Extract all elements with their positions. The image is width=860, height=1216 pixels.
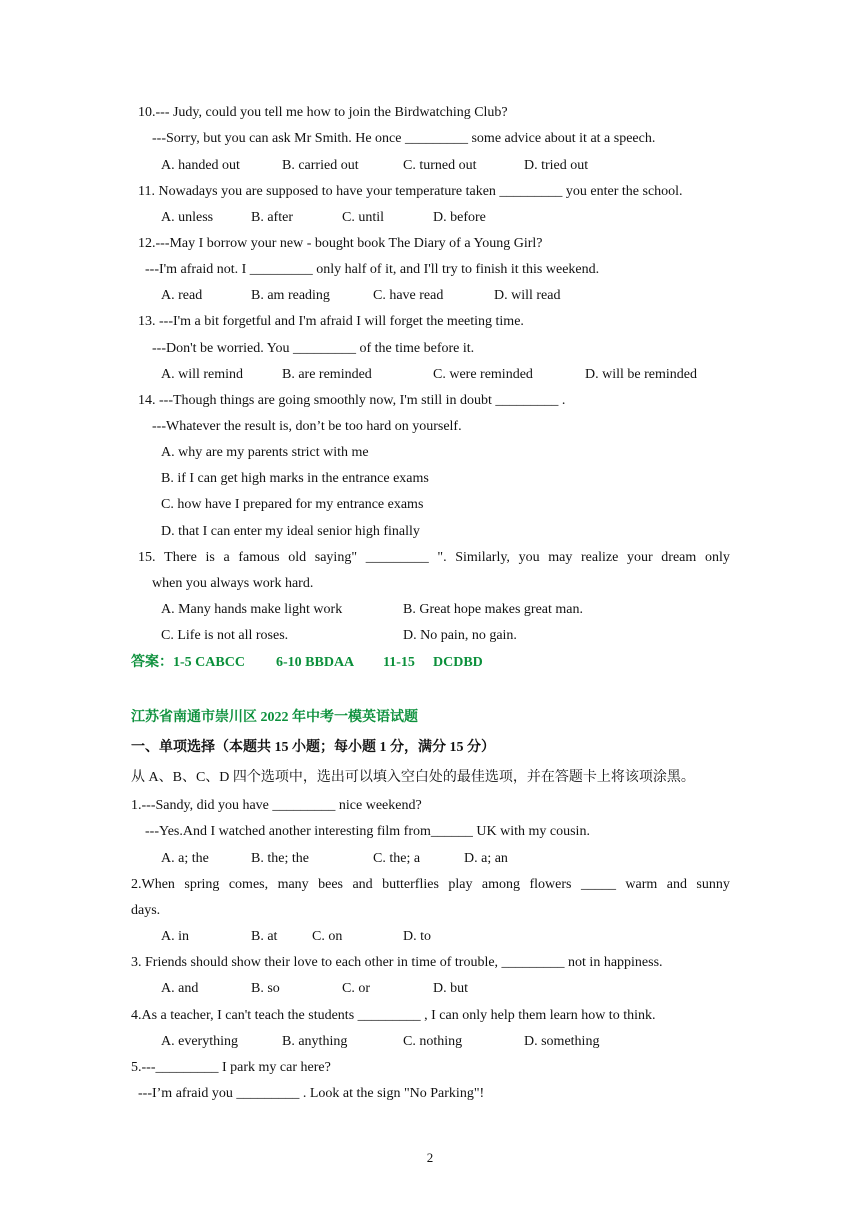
answer-group-3-label: 11-15 [383,655,415,670]
q10-option-d: D. tried out [524,158,589,173]
p3-option-a: A. and [161,981,199,996]
q15-word: is [205,550,215,565]
q15-word: may [548,550,573,565]
q15-word: your [626,550,653,565]
p1-stem: 1.---Sandy, did you have _________ nice weekend? [131,798,422,813]
q15-stem [138,549,730,567]
p4-option-b: B. anything [282,1034,348,1049]
q15-word: There [164,550,197,565]
q10-option-b: B. carried out [282,158,359,173]
q10-option-a: A. handed out [161,158,240,173]
p1-option-c: C. the; a [373,851,421,866]
p3-option-c: C. or [342,981,370,996]
p2-word: flowers [529,877,572,892]
q11-option-a: A. unless [161,210,214,225]
q15-word: Similarly, [455,550,510,565]
p2-word: many [277,877,309,892]
q10-stem: 10.--- Judy, could you tell me how to join the Birdwatching Club? [138,105,508,120]
q11-option-b: B. after [251,210,293,225]
p4-stem: 4.As a teacher, I can't teach the students _________ , I can only help them learn how to think. [131,1008,656,1023]
q13-option-a: A. will remind [161,367,244,382]
p3-stem: 3. Friends should show their love to each other in time of trouble, _________ not in happiness. [131,955,663,970]
q11-option-d: D. before [433,210,486,225]
q15-option-d: D. No pain, no gain. [403,628,517,643]
q15-stem-continued: when you always work hard. [152,576,314,591]
p2-word: among [481,877,521,892]
q10-option-c: C. turned out [403,158,477,173]
p5-reply: ---I’m afraid you _________ . Look at the sign "No Parking"! [138,1086,485,1101]
section-title: 江苏省南通市崇川区 2022 年中考一模英语试题 [131,710,418,725]
p2-word: and [352,877,373,892]
p1-reply: ---Yes.And I watched another interesting film from______ UK with my cousin. [145,824,590,839]
q15-word: dream [661,550,697,565]
q14-reply: ---Whatever the result is, don’t be too hard on yourself. [152,419,462,434]
q12-reply: ---I'm afraid not. I _________ only half of it, and I'll try to finish it this weekend. [145,262,600,277]
q15-option-a: A. Many hands make light work [161,602,343,617]
answer-group-3: DCDBD [433,655,483,670]
q13-option-d: D. will be reminded [585,367,697,382]
p2-word: butterflies [382,877,439,892]
p5-stem: 5.---_________ I park my car here? [131,1060,331,1075]
answer-label: 答案：1-5 CABCC [131,655,245,670]
q11-option-c: C. until [342,210,385,225]
q13-option-b: B. are reminded [282,367,372,382]
q15-word: 15. [138,550,156,565]
p2-word: 2.When [131,877,175,892]
p2-stem [131,876,730,894]
q15-word: old [288,550,307,565]
q14-stem: 14. ---Though things are going smoothly now, I'm still in doubt _________ . [138,393,566,408]
q15-word: you [518,550,540,565]
q15-word: a [223,550,230,565]
q14-option-d: D. that I can enter my ideal senior high finally [161,524,420,539]
q15-word: famous [238,550,280,565]
q14-option-c: C. how have I prepared for my entrance exams [161,497,424,512]
q12-option-c: C. have read [373,288,444,303]
q12-stem: 12.---May I borrow your new - bought book The Diary of a Young Girl? [138,236,543,251]
q13-reply: ---Don't be worried. You _________ of the time before it. [152,341,475,356]
p2-stem-continued: days. [131,903,161,918]
q15-option-c: C. Life is not all roses. [161,628,289,643]
p2-word: sunny [696,877,730,892]
p2-option-b: B. at [251,929,278,944]
q13-option-c: C. were reminded [433,367,533,382]
p4-option-a: A. everything [161,1034,238,1049]
p2-word: play [448,877,473,892]
p2-word: and [666,877,687,892]
q15-word: realize [581,550,619,565]
p1-option-b: B. the; the [251,851,309,866]
p1-option-a: A. a; the [161,851,209,866]
p2-word: comes, [228,877,269,892]
instruction: 从 A、B、C、D 四个选项中，选出可以填入空白处的最佳选项，并在答题卡上将该项涂黑。 [131,770,695,785]
q15-word: _________ [365,550,429,565]
p2-word: warm [625,877,658,892]
q11-stem: 11. Nowadays you are supposed to have your temperature taken _________ you enter the school. [138,184,683,199]
q12-option-a: A. read [161,288,203,303]
p2-option-d: D. to [403,929,431,944]
p2-option-a: A. in [161,929,189,944]
p3-option-d: D. but [433,981,468,996]
p2-word: bees [318,877,344,892]
q13-stem: 13. ---I'm a bit forgetful and I'm afraid I will forget the meeting time. [138,314,524,329]
q15-option-b: B. Great hope makes great man. [403,602,583,617]
p2-option-c: C. on [312,929,343,944]
p4-option-d: D. something [524,1034,600,1049]
answer-group-2: 6-10 BBDAA [276,655,355,670]
p3-option-b: B. so [251,981,280,996]
q14-option-b: B. if I can get high marks in the entrance exams [161,471,429,486]
page-number: 2 [426,1150,434,1165]
q14-option-a: A. why are my parents strict with me [161,445,369,460]
q15-word: saying" [314,550,358,565]
q12-option-b: B. am reading [251,288,330,303]
p2-word: spring [184,877,220,892]
q10-reply: ---Sorry, but you can ask Mr Smith. He once _________ some advice about it at a speech. [152,131,656,146]
part-title: 一、单项选择（本题共 15 小题；每小题 1 分，满分 15 分） [131,740,495,755]
q12-option-d: D. will read [494,288,561,303]
p1-option-d: D. a; an [464,851,508,866]
p2-word: _____ [580,877,616,892]
q15-word: only [704,550,730,565]
p4-option-c: C. nothing [403,1034,463,1049]
q15-word: ". [437,550,447,565]
